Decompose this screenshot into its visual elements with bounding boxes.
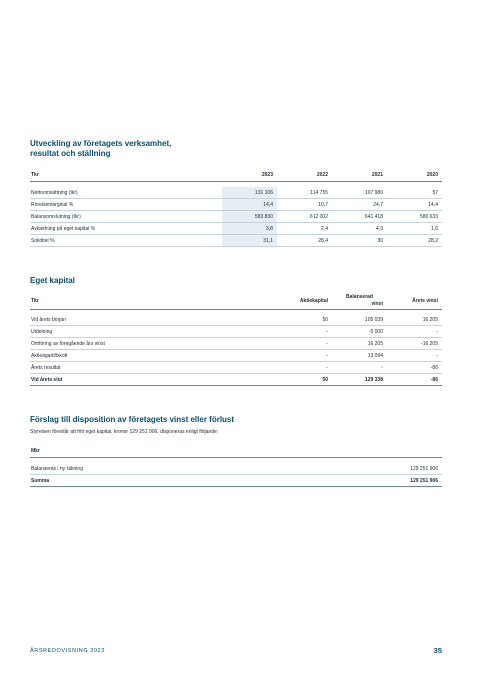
table-cell: 580 633 [387, 211, 442, 223]
header-cell: Mkr [30, 444, 332, 458]
section-title-line2: resultat och ställning [30, 149, 111, 158]
table-cell: -86 [387, 374, 442, 386]
table-cell: 129 338 [332, 374, 387, 386]
table-cell: 1,6 [387, 223, 442, 235]
table-cell: - [222, 350, 332, 362]
disposition-table [30, 444, 442, 487]
section-title-equity: Eget kapital [30, 276, 75, 285]
row-label: Rörelsemarginal % [30, 199, 222, 211]
table-row [30, 211, 442, 223]
row-label: Balansomslutning (tkr) [30, 211, 222, 223]
table-cell: 16 205 [387, 314, 442, 326]
page-number: 35 [433, 646, 442, 655]
header-cell: Aktiekapital [222, 292, 332, 310]
table-cell: 16 205 [332, 338, 387, 350]
table-cell: 50 [222, 374, 332, 386]
table-cell: - [387, 326, 442, 338]
equity-table [30, 292, 442, 386]
header-cell-line: Balanserad [346, 293, 373, 300]
section-title-disposition: Förslag till disposition av företagets vinst eller förlust [30, 415, 235, 424]
table-row [30, 187, 442, 199]
table-cell: 4,9 [332, 223, 387, 235]
header-cell [332, 292, 387, 310]
footer-report-title: ÅRSREDOVISNING 2023 [30, 648, 105, 654]
table-cell: 612 002 [277, 211, 332, 223]
table-cell: - [387, 350, 442, 362]
table-cell: 50 [222, 314, 332, 326]
table-cell: - [332, 362, 387, 374]
table-cell: 114 755 [277, 187, 332, 199]
row-label: Utdelning [30, 326, 222, 338]
table-total-row [30, 475, 442, 487]
table-cell: -16 205 [387, 338, 442, 350]
table-row [30, 463, 442, 475]
table-row [30, 199, 442, 211]
table-cell: 57 [387, 187, 442, 199]
table-cell: - [222, 338, 332, 350]
table-cell: 583 830 [222, 211, 277, 223]
row-label: Balanseras i ny räkning [30, 463, 332, 475]
table-cell: 30 [332, 235, 387, 247]
row-label: Omföring av föregående års vinst [30, 338, 222, 350]
header-cell-line: vinst [371, 300, 383, 307]
table-cell: -5 000 [332, 326, 387, 338]
table-row [30, 350, 442, 362]
row-label: Avkastning på eget kapital % [30, 223, 222, 235]
table-cell: 129 251 906 [332, 475, 442, 487]
table-cell: -86 [387, 362, 442, 374]
table-cell: 24,7 [332, 199, 387, 211]
table-cell: 13 094 [332, 350, 387, 362]
table-row [30, 362, 442, 374]
table-cell: 105 039 [332, 314, 387, 326]
table-cell: 641 418 [332, 211, 387, 223]
header-cell: Tkr [30, 292, 222, 310]
table-row [30, 314, 442, 326]
table-header-row [30, 444, 442, 458]
header-cell: 2020 [387, 168, 442, 182]
table-cell: 129 251 906 [332, 463, 442, 475]
table-cell: - [222, 326, 332, 338]
table-row [30, 223, 442, 235]
row-label: Summa [30, 475, 332, 487]
header-cell: Årets vinst [387, 292, 442, 310]
section-title-development [30, 139, 171, 159]
header-cell: 2023 [222, 168, 277, 182]
table-cell: - [222, 362, 332, 374]
table-cell: 31,1 [222, 235, 277, 247]
header-cell: Tkr [30, 168, 222, 182]
table-cell: 10,7 [277, 199, 332, 211]
header-cell: 2021 [332, 168, 387, 182]
header-cell: 2022 [277, 168, 332, 182]
table-row [30, 326, 442, 338]
table-cell: 131 106 [222, 187, 277, 199]
section-title-line1: Utveckling av företagets verksamhet, [30, 139, 172, 148]
table-header-row [30, 292, 442, 310]
table-row [30, 338, 442, 350]
disposition-intro: Styrelsen föreslår att fritt eget kapital, kronor 129 251 906, disponeras enligt följande: [30, 429, 219, 435]
table-cell: 107 980 [332, 187, 387, 199]
table-cell: 14,4 [222, 199, 277, 211]
row-label: Aktieägartillskott [30, 350, 222, 362]
table-cell: 14,4 [387, 199, 442, 211]
table-cell: 3,8 [222, 223, 277, 235]
row-label: Vid årets början [30, 314, 222, 326]
row-label: Nettoomsättning (tkr) [30, 187, 222, 199]
row-label: Årets resultat [30, 362, 222, 374]
table-cell: 28,2 [387, 235, 442, 247]
table-row [30, 235, 442, 247]
row-label: Soliditet % [30, 235, 222, 247]
table-header-row [30, 168, 442, 182]
table-cell: 2,4 [277, 223, 332, 235]
table-total-row [30, 374, 442, 386]
row-label: Vid årets slut [30, 374, 222, 386]
table-cell: 28,4 [277, 235, 332, 247]
development-table [30, 168, 442, 247]
